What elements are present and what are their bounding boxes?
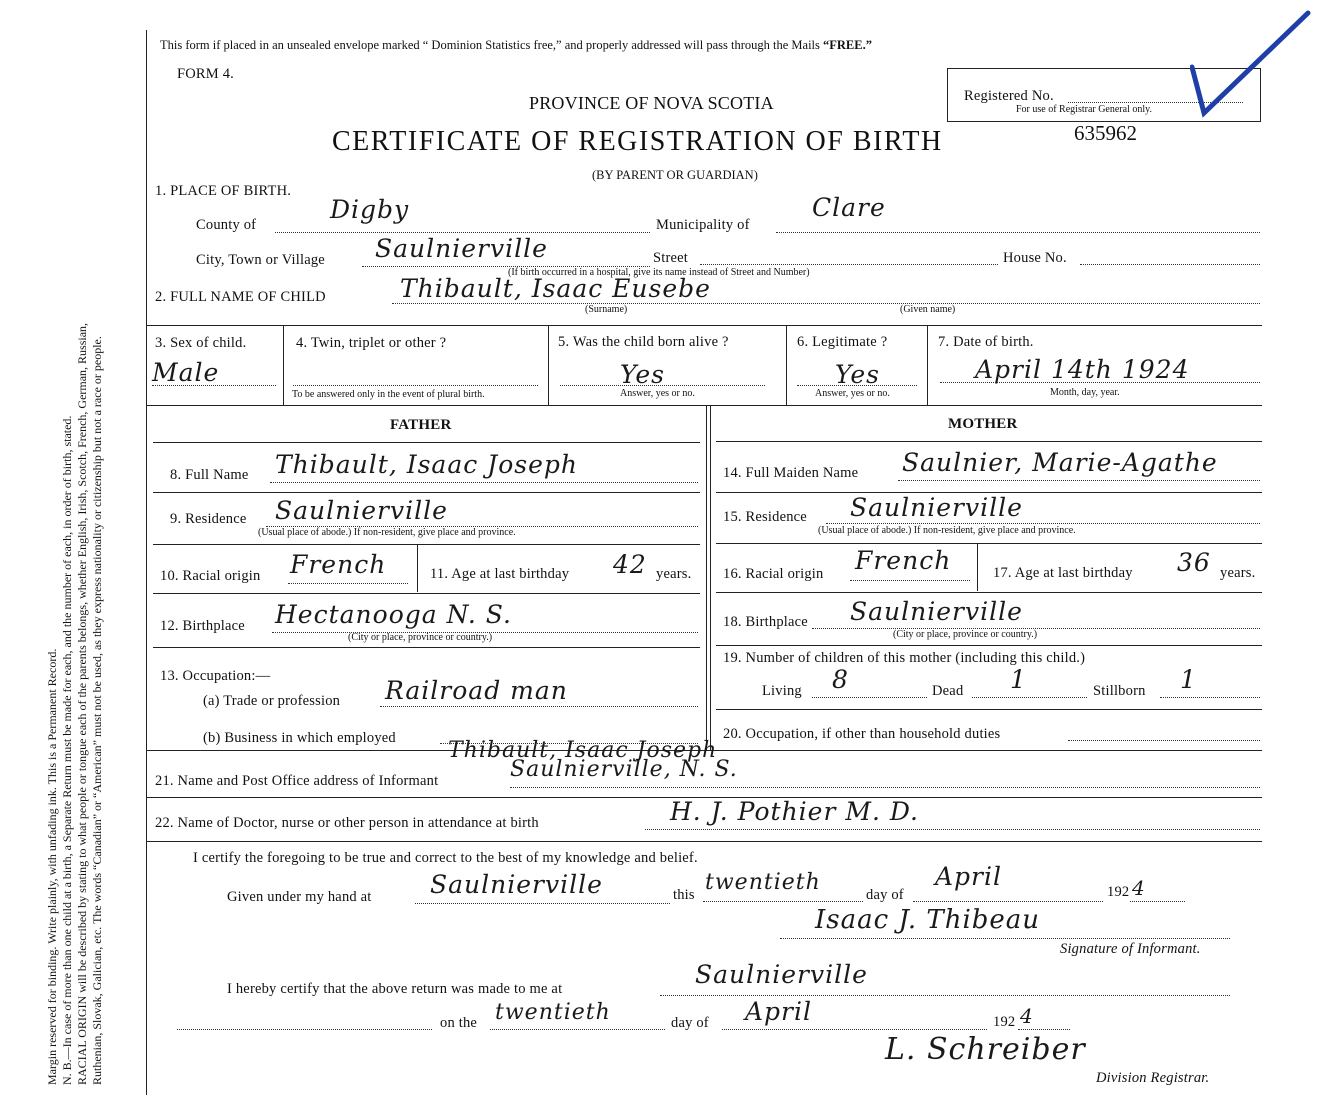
registrar-year-suffix: 4	[1020, 1004, 1034, 1028]
registered-label: Registered No.	[964, 88, 1054, 104]
informant-address-value: Saulnierville, N. S.	[510, 757, 738, 782]
dead-label: Dead	[932, 683, 964, 699]
mother-children-label: 19. Number of children of this mother (including this child.)	[723, 650, 1086, 666]
registrar-signature-label: Division Registrar.	[1096, 1070, 1210, 1086]
mother-birthplace-value: Saulnierville	[850, 597, 1023, 626]
registrar-statement: I hereby certify that the above return was made to me at	[227, 981, 563, 997]
mother-birthplace-label: 18. Birthplace	[723, 614, 808, 630]
form-number: FORM 4.	[177, 66, 234, 82]
sidebar-line-4: Ruthenian, Slovak, Galician, etc. The words “Canadian” or “American” must not be used, as they express nationality or citizenship but not a race or people.	[90, 336, 104, 1085]
sidebar-line-3: RACIAL ORIGIN will be described by stating to what people or tongue each of the parents belongs, whether English, Irish, Scotch, French, German, Russian,	[75, 322, 89, 1085]
father-residence-value: Saulnierville	[275, 496, 448, 525]
registrar-day-of-label: day of	[671, 1015, 709, 1031]
mother-racial-label: 16. Racial origin	[723, 566, 824, 582]
father-birthplace-label: 12. Birthplace	[160, 618, 245, 634]
father-residence-note: (Usual place of abode.) If non-resident, give place and province.	[258, 527, 516, 538]
dob-value: April 14th 1924	[975, 355, 1190, 384]
informant-name-value: Thibault, Isaac Joseph	[448, 738, 718, 763]
province-heading: PROVINCE OF NOVA SCOTIA	[529, 93, 774, 113]
municipality-label: Municipality of	[656, 217, 750, 233]
father-business-label: (b) Business in which employed	[203, 730, 396, 746]
father-years-label: years.	[656, 566, 692, 582]
this-label: this	[673, 887, 695, 903]
mail-note: This form if placed in an unsealed envelope marked “ Dominion Statistics free,” and properly addressed will pass through the Mails “FREE.”	[160, 38, 872, 52]
registered-number: 635962	[1074, 121, 1137, 145]
father-name-value: Thibault, Isaac Joseph	[275, 450, 578, 479]
given-name-note: (Given name)	[900, 304, 956, 315]
month-value: April	[935, 862, 1002, 891]
stillborn-value: 1	[1180, 665, 1197, 694]
doctor-value: H. J. Pothier M. D.	[670, 797, 919, 826]
stillborn-label: Stillborn	[1093, 683, 1146, 699]
mother-years-label: years.	[1220, 565, 1256, 581]
mother-residence-value: Saulnierville	[850, 493, 1023, 522]
mother-residence-label: 15. Residence	[723, 509, 807, 525]
mother-racial-value: French	[855, 546, 952, 575]
mother-residence-note: (Usual place of abode.) If non-resident, give place and province.	[818, 525, 1076, 536]
page-subtitle: (BY PARENT OR GUARDIAN)	[592, 168, 758, 182]
dead-value: 1	[1010, 665, 1027, 694]
father-occupation-label: 13. Occupation:—	[160, 668, 271, 684]
city-label: City, Town or Village	[196, 252, 325, 268]
father-age-label: 11. Age at last birthday	[430, 566, 570, 582]
surname-note: (Surname)	[585, 304, 628, 315]
mother-age-value: 36	[1177, 548, 1211, 577]
doctor-label: 22. Name of Doctor, nurse or other person in attendance at birth	[155, 815, 539, 831]
sidebar-line-1: Margin reserved for binding. Write plainly, with unfading ink. This is a Permanent Record.	[45, 648, 59, 1085]
legitimate-note: Answer, yes or no.	[815, 388, 890, 399]
this-day-value: twentieth	[705, 870, 821, 895]
year-suffix: 4	[1132, 876, 1146, 900]
father-trade-value: Railroad man	[385, 676, 568, 705]
child-name-value: Thibault, Isaac Eusebe	[400, 274, 711, 303]
municipality-value: Clare	[812, 193, 886, 222]
city-value: Saulnierville	[375, 234, 548, 263]
street-label: Street	[653, 250, 689, 266]
sidebar-line-2: N. B.—In case of more than one child at a birth, a Separate Return must be made for each, and the number of each, in order of birth, stated.	[60, 415, 74, 1085]
on-the-label: on the	[440, 1015, 478, 1031]
father-birthplace-note: (City or place, province or country.)	[348, 632, 493, 643]
twin-label: 4. Twin, triplet or other ?	[296, 335, 447, 351]
given-place-value: Saulnierville	[430, 870, 603, 899]
given-under-label: Given under my hand at	[227, 889, 372, 905]
alive-label: 5. Was the child born alive ?	[558, 334, 729, 350]
father-name-label: 8. Full Name	[170, 467, 249, 483]
registrar-month-value: April	[745, 997, 812, 1026]
county-value: Digby	[330, 195, 410, 224]
legitimate-label: 6. Legitimate ?	[797, 334, 888, 350]
father-birthplace-value: Hectanooga N. S.	[275, 600, 512, 629]
registrar-year-prefix: 192	[993, 1014, 1016, 1030]
county-label: County of	[196, 217, 257, 233]
registrar-signature: L. Schreiber	[885, 1032, 1086, 1067]
mother-heading: MOTHER	[948, 416, 1018, 432]
sex-label: 3. Sex of child.	[155, 335, 247, 351]
mother-name-value: Saulnier, Marie-Agathe	[902, 448, 1218, 477]
dob-note: Month, day, year.	[1050, 387, 1120, 398]
father-heading: FATHER	[390, 417, 452, 433]
father-trade-label: (a) Trade or profession	[203, 693, 341, 709]
informant-signature-label: Signature of Informant.	[1060, 941, 1201, 957]
registrar-day-value: twentieth	[495, 1000, 611, 1025]
registrar-place-value: Saulnierville	[695, 960, 868, 989]
alive-value: Yes	[620, 360, 665, 389]
father-age-value: 42	[613, 550, 647, 579]
hospital-note: (If birth occurred in a hospital, give its name instead of Street and Number)	[508, 267, 810, 278]
year-prefix: 192	[1107, 884, 1130, 900]
page-title: CERTIFICATE OF REGISTRATION OF BIRTH	[332, 126, 943, 157]
father-racial-value: French	[290, 550, 387, 579]
day-of-label: day of	[866, 887, 904, 903]
checkmark-icon	[1190, 5, 1315, 125]
legitimate-value: Yes	[835, 360, 880, 389]
mother-name-label: 14. Full Maiden Name	[723, 465, 859, 481]
registered-note: For use of Registrar General only.	[1016, 104, 1152, 115]
father-residence-label: 9. Residence	[170, 511, 247, 527]
informant-label: 21. Name and Post Office address of Informant	[155, 773, 439, 789]
father-racial-label: 10. Racial origin	[160, 568, 261, 584]
house-label: House No.	[1003, 250, 1067, 266]
sex-value: Male	[152, 358, 220, 387]
place-heading: 1. PLACE OF BIRTH.	[155, 183, 292, 199]
child-name-label: 2. FULL NAME OF CHILD	[155, 289, 326, 305]
dob-label: 7. Date of birth.	[938, 334, 1034, 350]
mother-birthplace-note: (City or place, province or country.)	[893, 629, 1038, 640]
mother-occupation-label: 20. Occupation, if other than household duties	[723, 726, 1001, 742]
mother-age-label: 17. Age at last birthday	[993, 565, 1133, 581]
binding-margin-line	[146, 30, 147, 1095]
informant-signature: Isaac J. Thibeau	[815, 905, 1041, 935]
alive-note: Answer, yes or no.	[620, 388, 695, 399]
twin-note: To be answered only in the event of plural birth.	[292, 389, 485, 400]
certify-statement: I certify the foregoing to be true and correct to the best of my knowledge and belief.	[193, 850, 698, 866]
sidebar-notes	[45, 55, 105, 1085]
living-value: 8	[832, 665, 849, 694]
living-label: Living	[762, 683, 802, 699]
